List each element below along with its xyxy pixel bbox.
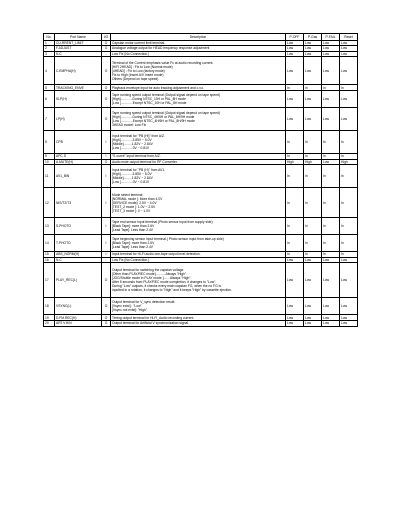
description-line: [NORMAL mode ]: More than 4.0V	[112, 196, 163, 201]
state-p-off: Low	[286, 320, 304, 326]
description-line: Output terminal for V_sync detection result.	[112, 300, 176, 305]
state-p-fail: In	[322, 85, 340, 91]
description-line: [TEST_2 mode ]: 1.0V ~ 2.5V	[112, 204, 156, 209]
description-line: Tape beginning sensor input terminal.( Photo sensor input from take-up side)	[112, 237, 224, 242]
state-reset: High	[340, 159, 358, 165]
state-reset: Low	[340, 315, 358, 321]
header-part-name: Port Name	[55, 34, 102, 41]
state-p-off: Low	[286, 57, 304, 85]
document-page	[43, 33, 357, 327]
io-direction: O	[102, 107, 111, 130]
state-p-gas: In	[304, 252, 322, 258]
row-number: 9	[44, 153, 55, 159]
table-row	[44, 57, 358, 85]
state-p-off: Low	[286, 46, 304, 52]
table-body	[44, 40, 358, 326]
table-row	[44, 298, 358, 315]
description-line: Playback envelope input for auto tracking adjustment and c.v.c.	[112, 85, 205, 90]
state-reset: In	[340, 130, 358, 153]
state-p-gas: In	[304, 235, 322, 252]
state-p-fail: In	[322, 218, 340, 235]
io-direction: I	[102, 218, 111, 235]
description-line: Audio mute output terminal for RF Converter.	[112, 159, 178, 164]
state-p-gas: In	[304, 218, 322, 235]
state-reset: In	[340, 218, 358, 235]
description-line: [High].............3.85V ~ 5.0V	[112, 172, 152, 177]
description-line: [Middle].........1.82V ~ 2.84V	[112, 141, 153, 146]
description-line: Tape end sensor input terminal.(Photo sensor input from supply side)	[112, 220, 213, 225]
state-p-gas: In	[304, 85, 322, 91]
state-p-fail: Low	[322, 298, 340, 315]
row-number: 15	[44, 252, 55, 258]
row-number: 3	[44, 51, 55, 57]
state-p-gas: Low	[304, 320, 322, 326]
description-line: [Vsync not exist]: "High"	[112, 308, 147, 313]
state-p-gas: High	[304, 159, 322, 165]
row-number: 12	[44, 188, 55, 218]
description-line: After 5 seconds from PLAY/REC mode completion, it changes to "Low".	[112, 280, 217, 285]
row-number: 5	[44, 85, 55, 91]
description-line: During "Low" outputs, it checks every main capstan FG, when the no FG is	[112, 284, 221, 289]
port-name: D.FM.REC(H)	[55, 315, 102, 321]
state-p-fail: Low	[322, 46, 340, 52]
port-name: CU-RRENT_LIMIT	[55, 40, 102, 46]
port-name: S-PHOTO	[55, 218, 102, 235]
state-p-off: In	[286, 153, 304, 159]
port-name: T-PHOTO	[55, 235, 102, 252]
table-row	[44, 218, 358, 235]
state-p-gas: In	[304, 188, 322, 218]
state-p-fail: In	[322, 188, 340, 218]
table-row	[44, 235, 358, 252]
state-p-off: Low	[286, 257, 304, 263]
description-line: [High].............3.85V ~ 5.0V	[112, 137, 152, 142]
description-cell	[111, 298, 286, 315]
port-name: F.ADJUST	[55, 46, 102, 52]
port-name: VSYNC(L)	[55, 298, 102, 315]
io-direction: I	[102, 235, 111, 252]
header-io: I/O	[102, 34, 111, 41]
io-direction: I	[102, 165, 111, 188]
port-name: NIS/T2/T3	[55, 188, 102, 218]
description-cell	[111, 263, 286, 298]
state-p-fail: Low	[322, 57, 340, 85]
state-p-off: In	[286, 165, 304, 188]
row-number: 1	[44, 40, 55, 46]
description-line: [Low ].............Except NTSC_4H/6H or PAL_8H/9H mode	[112, 118, 195, 123]
state-reset: In	[340, 252, 358, 258]
header-p-gas: P-Gas	[304, 34, 322, 41]
port-name: ART.V.H/N	[55, 320, 102, 326]
row-number: 2	[44, 46, 55, 52]
description-line: [High].............During NTSC_4H/6H or PAL_8H/9H mode	[112, 114, 195, 119]
table-row	[44, 320, 358, 326]
description-line: Output terminal for switching the capstan voltage.	[112, 268, 185, 273]
row-number: 6	[44, 90, 55, 107]
description-line: inputted in a rotation, it changes to "High" and it keeps "High" by cassette ejection.	[112, 288, 232, 293]
state-reset: Low	[340, 40, 358, 46]
port-name: AV1_BIN	[55, 165, 102, 188]
description-line: Input terminal for Hi-Fi audio one-tape output level detection.	[112, 252, 201, 257]
port-name: PLAY_REC(L)	[55, 263, 102, 298]
state-p-off: In	[286, 218, 304, 235]
io-direction: I	[102, 252, 111, 258]
row-number: 16	[44, 257, 55, 263]
state-p-gas: Low	[304, 40, 322, 46]
state-p-gas: Low	[304, 257, 322, 263]
state-reset: Low	[340, 298, 358, 315]
port-name: TRACKING_ENVE	[55, 85, 102, 91]
description-line: [Low ].............0V ~ 0.81V	[112, 180, 150, 185]
state-p-fail: Low	[322, 40, 340, 46]
state-p-off: In	[286, 235, 304, 252]
state-reset: Low	[340, 257, 358, 263]
header-no: No.	[44, 34, 55, 41]
table-row	[44, 188, 358, 218]
state-reset: In	[340, 165, 358, 188]
description-line: Tape running speed output terminal (Output signal depend on tape speed)	[112, 110, 220, 115]
state-p-off: Low	[286, 40, 304, 46]
state-p-fail: Low	[322, 257, 340, 263]
description-line: Others (Depend on tape speed)	[112, 76, 159, 81]
description-line: Mode select terminal	[112, 192, 143, 197]
description-line: Tape running speed output terminal (Output signal depend on tape speed)	[112, 92, 220, 97]
state-p-off: In	[286, 188, 304, 218]
description-line: Timing output terminal for Hi-Fi_Audio recording current.	[112, 315, 195, 320]
description-cell	[111, 90, 286, 107]
port-name: ABS_NORM(H)	[55, 252, 102, 258]
description-line: Terminal of the Current emphasis value Fx at audio recording current.	[112, 60, 214, 65]
description-line: Input terminal for "PB (Hi)" from A/Z.	[112, 133, 165, 138]
description-line: [Vsync exist] : "Low"	[112, 304, 142, 309]
state-p-off: Low	[286, 263, 304, 298]
state-p-fail: Low	[322, 159, 340, 165]
io-direction: O	[102, 315, 111, 321]
description-line: [SERVICE mode]: 2.5V ~ 4.0V	[112, 200, 157, 205]
state-p-off: In	[286, 130, 304, 153]
port-name: A.MUTE(H)	[55, 159, 102, 165]
table-row	[44, 263, 358, 298]
description-line: [Middle].........1.82V ~ 2.84V	[112, 176, 153, 181]
io-direction: O	[102, 40, 111, 46]
state-p-gas: In	[304, 165, 322, 188]
description-cell	[111, 218, 286, 235]
description-cell	[111, 165, 286, 188]
description-line: 3HEAD model: Low Fix	[112, 122, 147, 127]
description-line: [Low ].............Except NTSC_10H or PAL_8H mode	[112, 100, 187, 105]
description-line: Capstan motor current limit terminal.	[112, 40, 166, 45]
port-name: SLP(H)	[55, 90, 102, 107]
description-cell	[111, 130, 286, 153]
state-p-fail: In	[322, 153, 340, 159]
description-cell	[111, 235, 286, 252]
description-cell	[111, 320, 286, 326]
io-direction: I	[102, 130, 111, 153]
state-p-fail: In	[322, 165, 340, 188]
state-p-off: Low	[286, 315, 304, 321]
state-p-gas: Low	[304, 315, 322, 321]
row-number: 14	[44, 235, 55, 252]
state-reset: Low	[340, 46, 358, 52]
state-p-fail: In	[322, 252, 340, 258]
description-line: [HIFI 2HEAD] : Fix to Low (Normal mode)	[112, 64, 173, 69]
row-number: 8	[44, 130, 55, 153]
row-number: 11	[44, 165, 55, 188]
io-direction: O	[102, 298, 111, 315]
state-reset: Low	[340, 320, 358, 326]
header-description: Description	[111, 34, 286, 41]
description-line: [Black Tape]: more than 2.6V	[112, 224, 155, 229]
state-p-fail: Low	[322, 90, 340, 107]
io-direction: O	[102, 320, 111, 326]
state-p-fail: Low	[322, 51, 340, 57]
description-line: [Low ].............0V ~ 0.81V	[112, 145, 150, 150]
state-p-fail: Low	[322, 263, 340, 298]
port-name: N.C	[55, 51, 102, 57]
state-reset: Low	[340, 90, 358, 107]
port-name: N.C	[55, 257, 102, 263]
port-name: C.EMPHA(H)	[55, 57, 102, 85]
io-direction: O	[102, 46, 111, 52]
state-p-off: Low	[286, 90, 304, 107]
description-line: Low Fix (No Connection.)	[112, 258, 150, 263]
port-name: APC S	[55, 153, 102, 159]
state-p-gas: Low	[304, 46, 322, 52]
state-reset: Low	[340, 51, 358, 57]
row-number: 7	[44, 107, 55, 130]
state-reset: Low	[340, 107, 358, 130]
io-direction: O	[102, 159, 111, 165]
row-number: 10	[44, 159, 55, 165]
state-p-fail: In	[322, 130, 340, 153]
description-line: Low Fix (No Connection.)	[112, 52, 150, 57]
state-reset: Low	[340, 263, 358, 298]
description-cell	[111, 107, 286, 130]
port-table	[43, 33, 358, 327]
header-reset: Reset	[340, 34, 358, 41]
io-direction: I	[102, 188, 111, 218]
state-p-off: In	[286, 252, 304, 258]
state-p-gas: Low	[304, 90, 322, 107]
io-direction: -	[102, 257, 111, 263]
io-direction: I	[102, 153, 111, 159]
row-number: 13	[44, 218, 55, 235]
row-number: 17	[44, 263, 55, 298]
row-number: 19	[44, 315, 55, 321]
state-reset: In	[340, 85, 358, 91]
state-p-gas: In	[304, 153, 322, 159]
description-line: [4HEAD] : Fix to Low (factory mode)	[112, 68, 165, 73]
description-cell	[111, 188, 286, 218]
state-p-off: Low	[286, 107, 304, 130]
header-p-fail: P-FAIL	[322, 34, 340, 41]
state-p-off: Low	[286, 51, 304, 57]
io-direction: -	[102, 51, 111, 57]
row-number: 4	[44, 57, 55, 85]
state-p-gas: Low	[304, 57, 322, 85]
description-line: [TEST_3 mode ]: 0 ~ 1.0V	[112, 208, 151, 213]
description-line: [Lead Tape]: Less than 2.4V	[112, 228, 153, 233]
state-p-fail: Low	[322, 315, 340, 321]
state-p-gas: Low	[304, 107, 322, 130]
description-line: [Lead Tape]: Less than 2.4V	[112, 245, 153, 250]
description-cell	[111, 57, 286, 85]
table-row	[44, 165, 358, 188]
state-reset: In	[340, 188, 358, 218]
state-reset: In	[340, 235, 358, 252]
state-reset: Low	[340, 57, 358, 85]
state-p-fail: In	[322, 235, 340, 252]
state-reset: In	[340, 153, 358, 159]
state-p-off: High	[286, 159, 304, 165]
description-line: [Black Tape]: more than 2.6V	[112, 241, 155, 246]
state-p-fail: Low	[322, 320, 340, 326]
io-direction: O	[102, 263, 111, 298]
row-number: 18	[44, 298, 55, 315]
table-row	[44, 130, 358, 153]
description-line: "S-curve" input terminal from A/Z.	[112, 154, 161, 159]
state-p-gas: Low	[304, 51, 322, 57]
state-p-off: Low	[286, 298, 304, 315]
state-p-fail: Low	[322, 107, 340, 130]
description-line: Input terminal for "PB (H)" from AV1.	[112, 168, 166, 173]
state-p-gas: Low	[304, 263, 322, 298]
state-p-gas: Low	[304, 298, 322, 315]
table-row	[44, 107, 358, 130]
io-direction: O	[102, 90, 111, 107]
row-number: 20	[44, 320, 55, 326]
header-p-off: P-OFF	[286, 34, 304, 41]
description-line: Analogue voltage output for HEAD frequency response adjustment	[112, 46, 210, 51]
description-line: Fix to High (Insert A/V Insert mode)	[112, 72, 164, 77]
state-p-off: In	[286, 85, 304, 91]
description-line: Output terminal for Artificial V synchronization signal.	[112, 321, 189, 326]
port-name: CPB	[55, 130, 102, 153]
table-header-row	[44, 34, 358, 41]
description-line: [High].............During NTSC_10H or PAL_8H mode	[112, 96, 186, 101]
io-direction: O	[102, 57, 111, 85]
description-line: [JOG/Shuttle mode in PLAY mode ].......Always "High".	[112, 276, 192, 281]
description-line: [Other than PLAY/REC mode]...........Always "High".	[112, 272, 188, 277]
io-direction: O	[102, 85, 111, 91]
state-p-gas: In	[304, 130, 322, 153]
port-name: LP(H)	[55, 107, 102, 130]
table-row	[44, 90, 358, 107]
